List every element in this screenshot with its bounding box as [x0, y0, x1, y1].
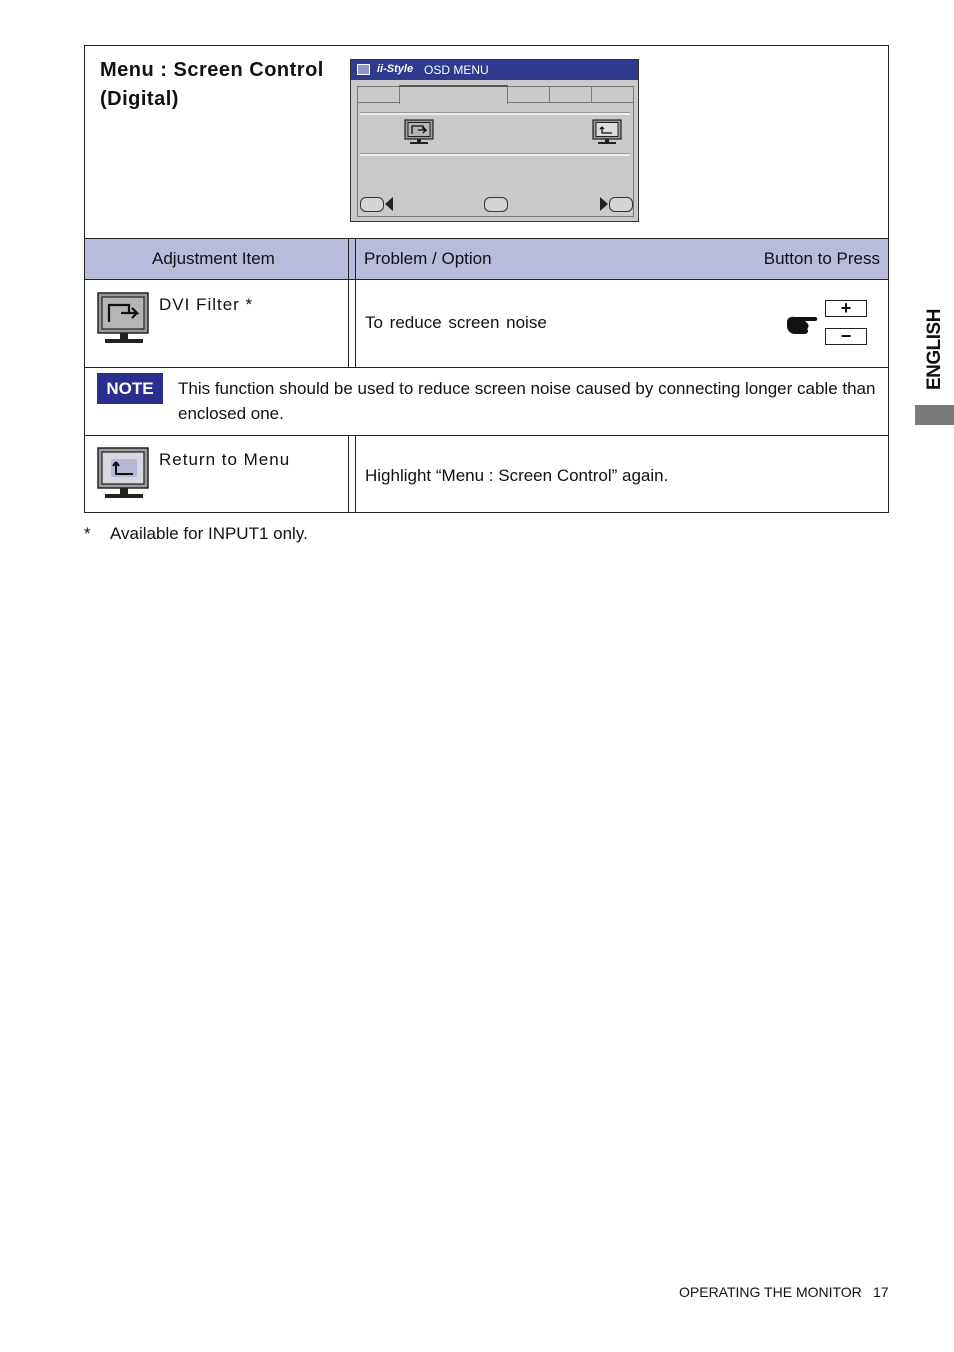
return-to-menu-icon	[592, 119, 622, 145]
item-label-dvi-filter: DVI Filter *	[159, 295, 254, 314]
osd-tab-4	[550, 87, 592, 103]
page-number: 17	[873, 1284, 889, 1300]
table-header	[85, 238, 888, 280]
osd-panel	[357, 86, 634, 217]
osd-center-button	[484, 197, 508, 212]
row-divider	[85, 367, 888, 368]
osd-tab-3	[508, 87, 550, 103]
osd-menu-illustration	[350, 59, 639, 222]
note-text: This function should be used to reduce screen noise caused by connecting longer cable than enclosed one.	[178, 379, 876, 423]
plus-button: +	[825, 300, 867, 317]
dvi-filter-icon	[97, 292, 151, 344]
footer-section: OPERATING THE MONITOR	[679, 1284, 862, 1300]
dvi-filter-icon	[404, 119, 434, 145]
item-label-return-to-menu: Return to Menu	[159, 450, 291, 469]
osd-title-bar	[351, 60, 638, 80]
header-problem-option: Problem / Option	[364, 249, 492, 268]
column-divider	[355, 435, 356, 512]
arrow-left-icon	[385, 197, 393, 211]
monitor-icon	[357, 64, 370, 75]
language-tab-label: ENGLISH	[924, 309, 945, 390]
return-to-menu-icon	[97, 447, 151, 499]
pointing-hand-icon	[785, 312, 819, 336]
osd-tab-1	[358, 87, 400, 103]
osd-tab-2	[399, 85, 508, 104]
header-button-to-press: Button to Press	[763, 249, 880, 268]
header-adjustment-item: Adjustment Item	[152, 249, 275, 268]
minus-button: −	[825, 328, 867, 345]
osd-divider	[360, 153, 630, 156]
osd-tab-5	[592, 87, 633, 103]
footnote-marker: *	[84, 524, 91, 543]
menu-title-line2: (Digital)	[100, 88, 179, 110]
description-dvi-filter: To reduce screen noise	[365, 313, 547, 332]
osd-label: OSD MENU	[424, 63, 489, 77]
column-divider	[348, 238, 349, 367]
osd-divider	[360, 112, 630, 115]
column-divider	[355, 238, 356, 367]
footnote-text: Available for INPUT1 only.	[110, 524, 308, 543]
arrow-right-icon	[600, 197, 608, 211]
row-divider	[85, 435, 888, 436]
menu-title	[100, 56, 324, 114]
description-return-to-menu: Highlight “Menu : Screen Control” again.	[365, 466, 669, 485]
menu-title-line1: Menu : Screen Control	[100, 59, 324, 81]
osd-left-button	[360, 197, 384, 212]
language-tab-marker	[915, 405, 954, 425]
note-badge: NOTE	[97, 373, 163, 404]
column-divider	[348, 435, 349, 512]
osd-brand: ii-Style	[377, 63, 414, 75]
osd-right-button	[609, 197, 633, 212]
menu-table-frame	[84, 45, 889, 513]
